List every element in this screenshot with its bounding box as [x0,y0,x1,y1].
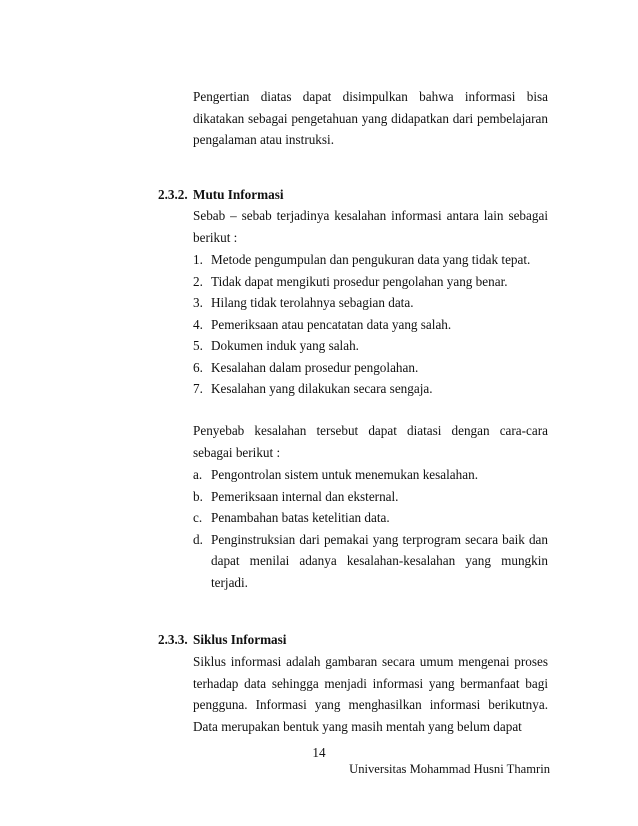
intro-paragraph: Pengertian diatas dapat disimpulkan bahwa informasi bisa dikatakan sebagai pengetahuan yang didapatkan dari pembelajaran pengalaman atau instruksi. [193,89,548,147]
section-2-3-3-body: Siklus informasi adalah gambaran secara umum mengenai proses terhadap data sehingga menjadi informasi yang bermanfaat bagi pengguna. Informasi yang menghasilkan informasi berikutnya. Data merupakan bentuk yang masih mentah yang belum dapat [193,654,548,734]
section-heading-2-3-2 [158,184,283,206]
list-item: 3. Hilang tidak terolahnya sebagian data. [193,295,414,310]
section-number: 2.3.2. [158,187,188,202]
solutions-intro: Penyebab kesalahan tersebut dapat diatasi dengan cara-cara sebagai berikut : [193,423,548,460]
list-item: a. Pengontrolan sistem untuk menemukan kesalahan. [193,467,478,482]
list-item: d. Penginstruksian dari pemakai yang terprogram secara baik dan dapat menilai adanya kesalahan-kesalahan yang mungkin terjadi. [193,531,548,590]
section-heading-2-3-3 [158,629,286,651]
causes-list [193,249,548,400]
section-title: Mutu Informasi [193,187,284,202]
list-item: 2. Tidak dapat mengikuti prosedur pengolahan yang benar. [193,273,508,289]
list-item: 4. Pemeriksaan atau pencatatan data yang salah. [193,316,452,332]
section-title: Siklus Informasi [193,632,287,647]
footer-institution: Universitas Mohammad Husni Thamrin [349,762,550,776]
page-number: 14 [312,745,326,760]
list-item: 6. Kesalahan dalam prosedur pengolahan. [193,359,419,375]
list-item: 7. Kesalahan yang dilakukan secara sengaja. [193,381,433,396]
list-item: 1. Metode pengumpulan dan pengukuran data yang tidak tepat. [193,252,531,267]
section-number: 2.3.3. [158,632,188,647]
causes-intro: Sebab – sebab terjadinya kesalahan informasi antara lain sebagai berikut : [193,208,548,245]
list-item: c. Penambahan batas ketelitian data. [193,510,390,525]
solutions-list [193,464,548,593]
list-item: b. Pemeriksaan internal dan eksternal. [193,488,399,504]
list-item: 5. Dokumen induk yang salah. [193,338,359,353]
